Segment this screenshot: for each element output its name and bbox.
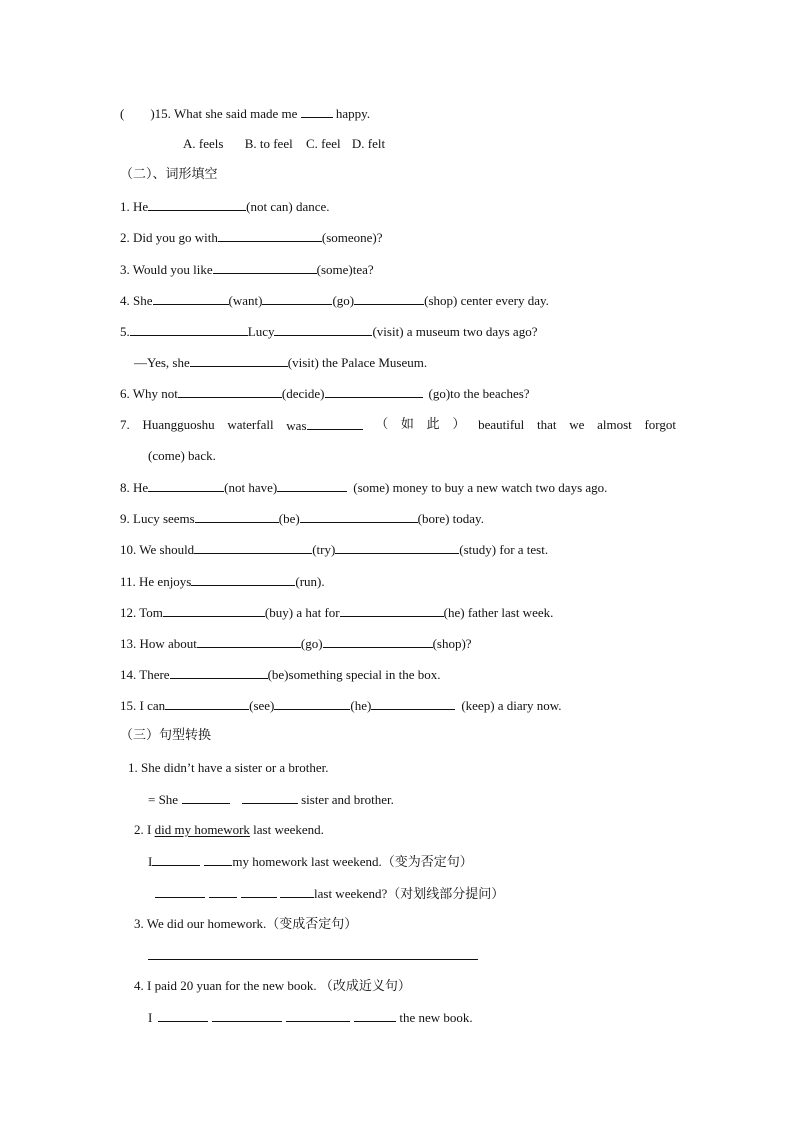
answer-blank[interactable] (153, 292, 229, 305)
answer-blank[interactable] (325, 385, 423, 398)
s3-item-3: 3. We did our homework.（变成否定句） (134, 916, 358, 931)
s3-item-4-answer: I the new book. (148, 1010, 473, 1025)
answer-blank[interactable] (209, 885, 237, 898)
s2-item-12: 12. Tom (buy) a hat for (he) father last week. (120, 605, 554, 620)
s2-item-10: 10. We should (try) (study) for a test. (120, 542, 549, 557)
section2-title: （二）、词形填空 (120, 167, 218, 182)
answer-blank[interactable] (307, 417, 363, 430)
s2-item-9: 9. Lucy seems (be) (bore) today. (120, 511, 484, 526)
s2-item-11: 11. He enjoys (run). (120, 574, 325, 589)
answer-blank[interactable] (191, 573, 295, 586)
q15-options (183, 136, 385, 152)
answer-blank[interactable] (182, 791, 230, 804)
answer-blank[interactable] (158, 1009, 208, 1022)
answer-blank[interactable] (155, 885, 205, 898)
answer-blank[interactable] (178, 385, 282, 398)
answer-blank[interactable] (218, 229, 322, 242)
q15-stem: ( )15. What she said made me happy. (120, 106, 371, 121)
s2-item-5: 5. Lucy (visit) a museum two days ago? (120, 324, 538, 339)
s3-item-2: 2. I did my homework last weekend. (134, 822, 324, 837)
s2-item-3: 3. Would you like (some)tea? (120, 262, 374, 277)
answer-blank[interactable] (354, 1009, 396, 1022)
answer-blank[interactable] (212, 1009, 282, 1022)
option-c[interactable]: C. feel (305, 136, 341, 151)
answer-blank[interactable] (165, 697, 249, 710)
section3-title: （三）句型转换 (120, 728, 212, 743)
answer-blank[interactable] (190, 354, 288, 367)
answer-blank[interactable] (277, 479, 347, 492)
answer-blank[interactable] (274, 323, 372, 336)
answer-blank[interactable] (323, 635, 433, 648)
s2-item-8: 8. He (not have) (some) money to buy a new watch two days ago. (120, 480, 608, 495)
s3-item-3-answer-line[interactable] (148, 959, 478, 960)
s2-item-15: 15. I can (see) (he) (keep) a diary now. (120, 698, 562, 713)
s2-item-7: 7. Huangguoshu waterfall was （ 如 此 ） beautiful that we almost forgot (120, 417, 676, 433)
answer-blank[interactable] (148, 198, 246, 211)
option-d[interactable]: D. felt (351, 136, 386, 151)
s3-item-4: 4. I paid 20 yuan for the new book. （改成近义句） (134, 978, 411, 993)
answer-blank[interactable] (335, 541, 459, 554)
answer-blank[interactable] (301, 105, 333, 118)
s2-item-6: 6. Why not (decide) (go)to the beaches? (120, 386, 530, 401)
s2-item-13: 13. How about (go) (shop)? (120, 636, 472, 651)
s2-item-14: 14. There (be)something special in the box. (120, 667, 441, 682)
s2-item-2: 2. Did you go with (someone)? (120, 230, 383, 245)
answer-blank[interactable] (340, 604, 444, 617)
answer-blank[interactable] (194, 541, 312, 554)
answer-blank[interactable] (274, 697, 350, 710)
s2-item-7-cont: (come) back. (148, 448, 216, 463)
answer-blank[interactable] (286, 1009, 350, 1022)
answer-blank[interactable] (197, 635, 301, 648)
s3-item-2-answer-a: I my homework last weekend.（变为否定句） (148, 854, 473, 869)
answer-blank[interactable] (163, 604, 265, 617)
answer-blank[interactable] (152, 853, 200, 866)
answer-blank[interactable] (170, 666, 268, 679)
answer-blank[interactable] (241, 885, 277, 898)
option-a[interactable]: A. feels (183, 136, 224, 151)
s3-item-1: 1. She didn’t have a sister or a brother. (128, 760, 329, 775)
answer-blank[interactable] (354, 292, 424, 305)
s3-item-2-answer-b: last weekend?（对划线部分提问） (155, 885, 504, 902)
answer-blank[interactable] (213, 261, 317, 274)
answer-blank[interactable] (280, 885, 314, 898)
option-b[interactable]: B. to feel (244, 136, 293, 151)
answer-blank[interactable] (195, 510, 279, 523)
s3-item-1-answer: = She sister and brother. (148, 792, 394, 807)
answer-blank[interactable] (300, 510, 418, 523)
s2-item-5-reply: —Yes, she (visit) the Palace Museum. (134, 355, 428, 370)
s2-item-1: 1. He (not can) dance. (120, 199, 330, 214)
s2-item-4: 4. She (want) (go) (shop) center every day. (120, 293, 549, 308)
answer-blank[interactable] (242, 791, 298, 804)
answer-blank[interactable] (148, 479, 224, 492)
answer-blank[interactable] (204, 853, 232, 866)
answer-blank[interactable] (371, 697, 455, 710)
answer-blank[interactable] (262, 292, 332, 305)
underlined-phrase: did my homework (154, 822, 250, 837)
answer-blank[interactable] (130, 323, 248, 336)
